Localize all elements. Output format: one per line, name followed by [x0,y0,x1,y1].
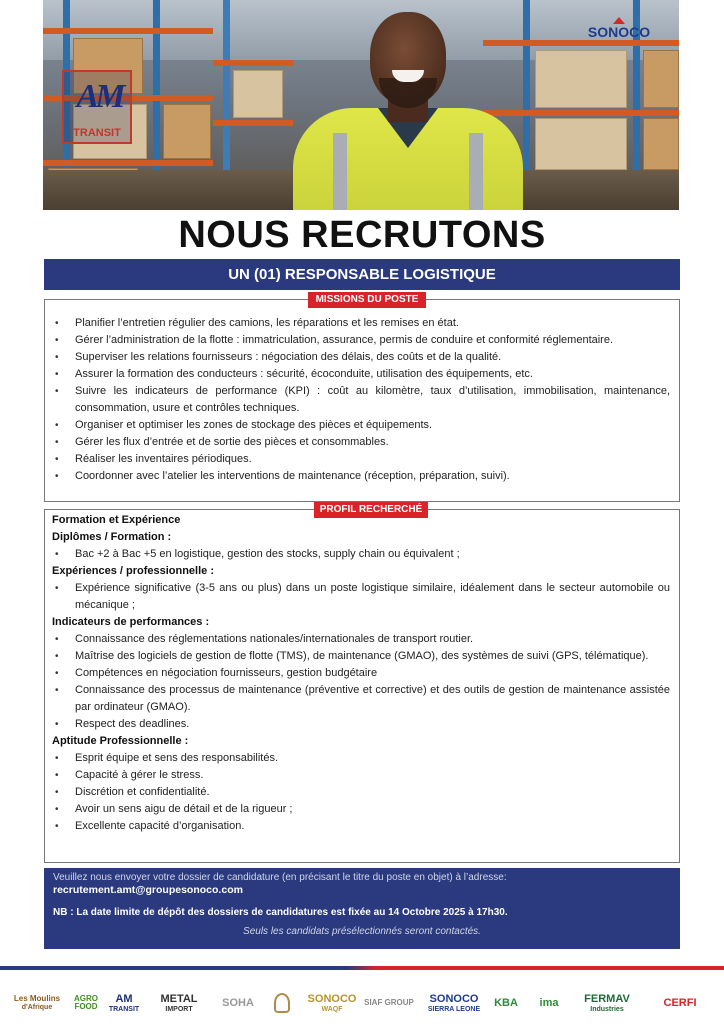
diplomes-title: Diplômes / Formation : [52,531,172,543]
indicateurs-title: Indicateurs de performances : [52,616,210,628]
diplomes-list [45,546,679,563]
partner-subname: d'Afrique [21,1004,53,1011]
aptitude-title: Aptitude Professionnelle : [52,735,189,747]
partner-subname: WAQF [321,1005,343,1013]
partner-name: CERFI [663,996,697,1009]
partner-logo [534,988,564,1018]
partner-subname: IMPORT [165,1005,193,1013]
list-item: • Bac +2 à Bac +5 en logistique, gestion des stocks, supply chain ou équivalent ; [45,546,679,563]
partner-name: METAL [160,992,198,1005]
experiences-list [45,580,679,614]
page-title: NOUS RECRUTONS [178,214,546,256]
profil-tag: PROFIL RECHERCHÉ [314,502,428,518]
partner-logo [652,988,708,1018]
partner-logo [68,988,104,1018]
worker-photo [293,8,523,210]
profil-panel [44,509,680,863]
partner-logo [488,988,524,1018]
partner-name: KBA [494,996,518,1009]
list-item: • Gérer l’administration de la flotte : immatriculation, assurance, permis de conduire et conformité réglementaire. [45,332,679,349]
list-item: • Maîtrise des logiciels de gestion de flotte (TMS), de maintenance (GMAO), des systèmes de suivi (GPS, télématique). [45,648,679,665]
list-item: • Coordonner avec l’atelier les interventions de maintenance (réception, préparation, suivi). [45,468,679,485]
missions-tag: MISSIONS DU POSTE [308,292,426,308]
partner-name: FERMAV [584,992,630,1005]
shortlist-note: Seuls les candidats présélectionnés seront contactés. [243,926,481,937]
contact-email[interactable]: recrutement.amt@groupesonoco.com [53,884,243,896]
list-item: • Connaissance des réglementations nationales/internationales de transport routier. [45,631,679,648]
partner-name: SONOCO [429,992,479,1005]
partner-logo [307,988,357,1018]
list-item: • Suivre les indicateurs de performance (KPI) : coût au kilomètre, taux d’utilisation, immobilisation, maintenance, consommation, usure et contrôles techniques. [45,383,679,417]
partner-name: SONOCO [307,992,357,1005]
list-item: • Assurer la formation des conducteurs : sécurité, écoconduite, utilisation des équipements, etc. [45,366,679,383]
partner-name: ima [539,996,559,1009]
partner-name: Les Moulins [13,994,61,1003]
list-item: • Réaliser les inventaires périodiques. [45,451,679,468]
list-item: • Expérience significative (3-5 ans ou plus) dans un poste logistique similaire, idéalement dans le secteur automobile ou mécanique ; [45,580,679,614]
deadline-note: NB : La date limite de dépôt des dossiers de candidatures est fixée au 14 Octobre 2025 à 17h30. [53,907,508,918]
partner-logo [218,988,258,1018]
missions-panel [44,299,680,502]
partner-name: AM [115,992,133,1005]
partner-logo [148,988,210,1018]
partner-logo [12,988,62,1018]
list-item: • Compétences en négociation fournisseurs, gestion budgétaire [45,665,679,682]
partner-name: SOHA [222,996,254,1009]
sonoco-triangle-icon [613,17,625,24]
emblem-icon [274,993,290,1013]
list-item: • Esprit équipe et sens des responsabilités. [45,750,679,767]
list-item: • Respect des deadlines. [45,716,679,733]
partner-logo [426,988,482,1018]
list-item: • Excellente capacité d’organisation. [45,818,679,835]
contact-band [44,868,680,949]
list-item: • Superviser les relations fournisseurs : négociation des délais, des coûts et de la qualité. [45,349,679,366]
indicateurs-list [45,631,679,733]
missions-list [45,315,679,485]
list-item: • Gérer les flux d’entrée et de sortie des pièces et consommables. [45,434,679,451]
footer-divider [0,966,724,970]
profil-heading: Formation et Expérience [52,514,181,526]
partner-logo [268,988,296,1018]
list-item: • Organiser et optimiser les zones de stockage des pièces et équipements. [45,417,679,434]
job-title: UN (01) RESPONSABLE LOGISTIQUE [228,266,496,283]
list-item: • Avoir un sens aigu de détail et de la rigueur ; [45,801,679,818]
partner-subname: Industries [590,1005,624,1013]
partner-name: SIAF GROUP [364,998,414,1007]
list-item: • Planifier l’entretien régulier des camions, les réparations et les remises en état. [45,315,679,332]
contact-intro: Veuillez nous envoyer votre dossier de candidature (en précisant le titre du poste en objet) à l’adresse: [53,872,507,883]
partner-subname: SIERRA LEONE [427,1005,481,1013]
aptitude-list [45,750,679,835]
list-item: • Connaissance des processus de maintenance (préventive et corrective) et des outils de gestion de maintenance assistée par ordinateur (GMAO). [45,682,679,716]
experiences-title: Expériences / professionnelle : [52,565,215,577]
partner-logo [358,988,420,1018]
partner-subname: TRANSIT [108,1005,140,1013]
partner-logo [110,988,138,1018]
partner-name: AGRO FOOD [74,994,98,1011]
am-transit-logo: AM TRANSIT [62,70,132,144]
sonoco-logo: SONOCO [582,24,656,44]
partner-logo [572,988,642,1018]
list-item: • Capacité à gérer le stress. [45,767,679,784]
list-item: • Discrétion et confidentialité. [45,784,679,801]
job-title-band [44,259,680,290]
